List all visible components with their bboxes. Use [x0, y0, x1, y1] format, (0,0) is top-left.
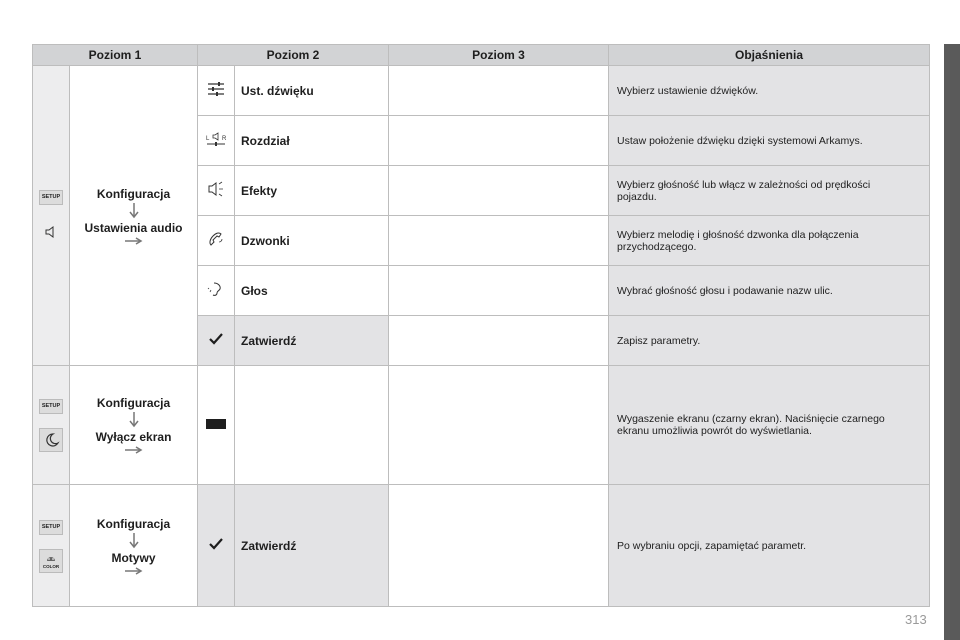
level2-title: Konfiguracja [96, 516, 171, 531]
voice-icon [198, 266, 235, 316]
table-row [33, 366, 930, 485]
row-label: Zatwierdź [235, 316, 389, 366]
row-label: Zatwierdź [235, 485, 389, 607]
level2-subtitle: Wyłącz ekran [95, 430, 172, 444]
settings-table [32, 44, 930, 607]
setup-icon: SETUP [39, 190, 63, 205]
header-level1: Poziom 1 [33, 45, 198, 66]
themes-level2-cell [70, 485, 198, 607]
checkmark-icon [198, 485, 235, 607]
moon-icon [39, 428, 63, 452]
side-tab [944, 44, 960, 640]
level2-title: Konfiguracja [96, 396, 171, 410]
black-screen-cell [198, 366, 235, 485]
header-level3: Poziom 3 [389, 45, 609, 66]
row-explanation: Ustaw położenie dźwięku dzięki systemowi Arkamys. [609, 116, 930, 166]
table-row [33, 66, 930, 116]
row-explanation: Wybierz ustawienie dźwięków. [609, 66, 930, 116]
level2-subtitle: Ustawienia audio [84, 220, 183, 235]
row-label: Ust. dźwięku [235, 66, 389, 116]
page-number: 313 [905, 612, 927, 627]
row-label: Dzwonki [235, 216, 389, 266]
speaker-icon [33, 225, 69, 242]
black-screen-icon [206, 419, 226, 429]
table-header-row [33, 45, 930, 66]
table-row [33, 485, 930, 607]
right-arrow-icon [125, 446, 143, 454]
screen-off-level1-icons [33, 366, 70, 485]
ringtone-icon [198, 216, 235, 266]
themes-level1-icons [33, 485, 70, 607]
down-arrow-icon [129, 533, 139, 549]
svg-text:R: R [222, 136, 227, 142]
row-explanation: Zapisz parametry. [609, 316, 930, 366]
svg-text:L: L [206, 136, 210, 142]
row-label: Efekty [235, 166, 389, 216]
down-arrow-icon [129, 203, 139, 219]
header-explanations: Objaśnienia [609, 45, 930, 66]
audio-level1-icons [33, 66, 70, 366]
setup-icon: SETUP [39, 399, 63, 414]
right-arrow-icon [125, 237, 143, 245]
right-arrow-icon [125, 567, 143, 575]
level2-subtitle: Motywy [111, 550, 156, 565]
down-arrow-icon [129, 412, 139, 428]
equalizer-icon [198, 66, 235, 116]
row-explanation: Wybierz głośność lub włącz w zależności od prędkości pojazdu. [609, 166, 930, 216]
level2-title: Konfiguracja [96, 186, 171, 201]
row-explanation: Wybrać głośność głosu i podawanie nazw ulic. [609, 266, 930, 316]
row-explanation: Wybierz melodię i głośność dzwonka dla połączenia przychodzącego. [609, 216, 930, 266]
sound-effects-icon [198, 166, 235, 216]
checkmark-icon [198, 316, 235, 366]
setup-icon: SETUP [39, 520, 63, 535]
color-icon: COLOR [39, 549, 63, 573]
audio-level2-cell [70, 66, 198, 366]
row-explanation: Wygaszenie ekranu (czarny ekran). Naciśnięcie czarnego ekranu umożliwia powrót do wyświetlania. [609, 366, 930, 485]
row-label: Rozdział [235, 116, 389, 166]
header-level2: Poziom 2 [198, 45, 389, 66]
row-label: Głos [235, 266, 389, 316]
balance-icon [198, 116, 235, 166]
screen-off-level2-cell [70, 366, 198, 485]
row-explanation: Po wybraniu opcji, zapamiętać parametr. [609, 485, 930, 607]
